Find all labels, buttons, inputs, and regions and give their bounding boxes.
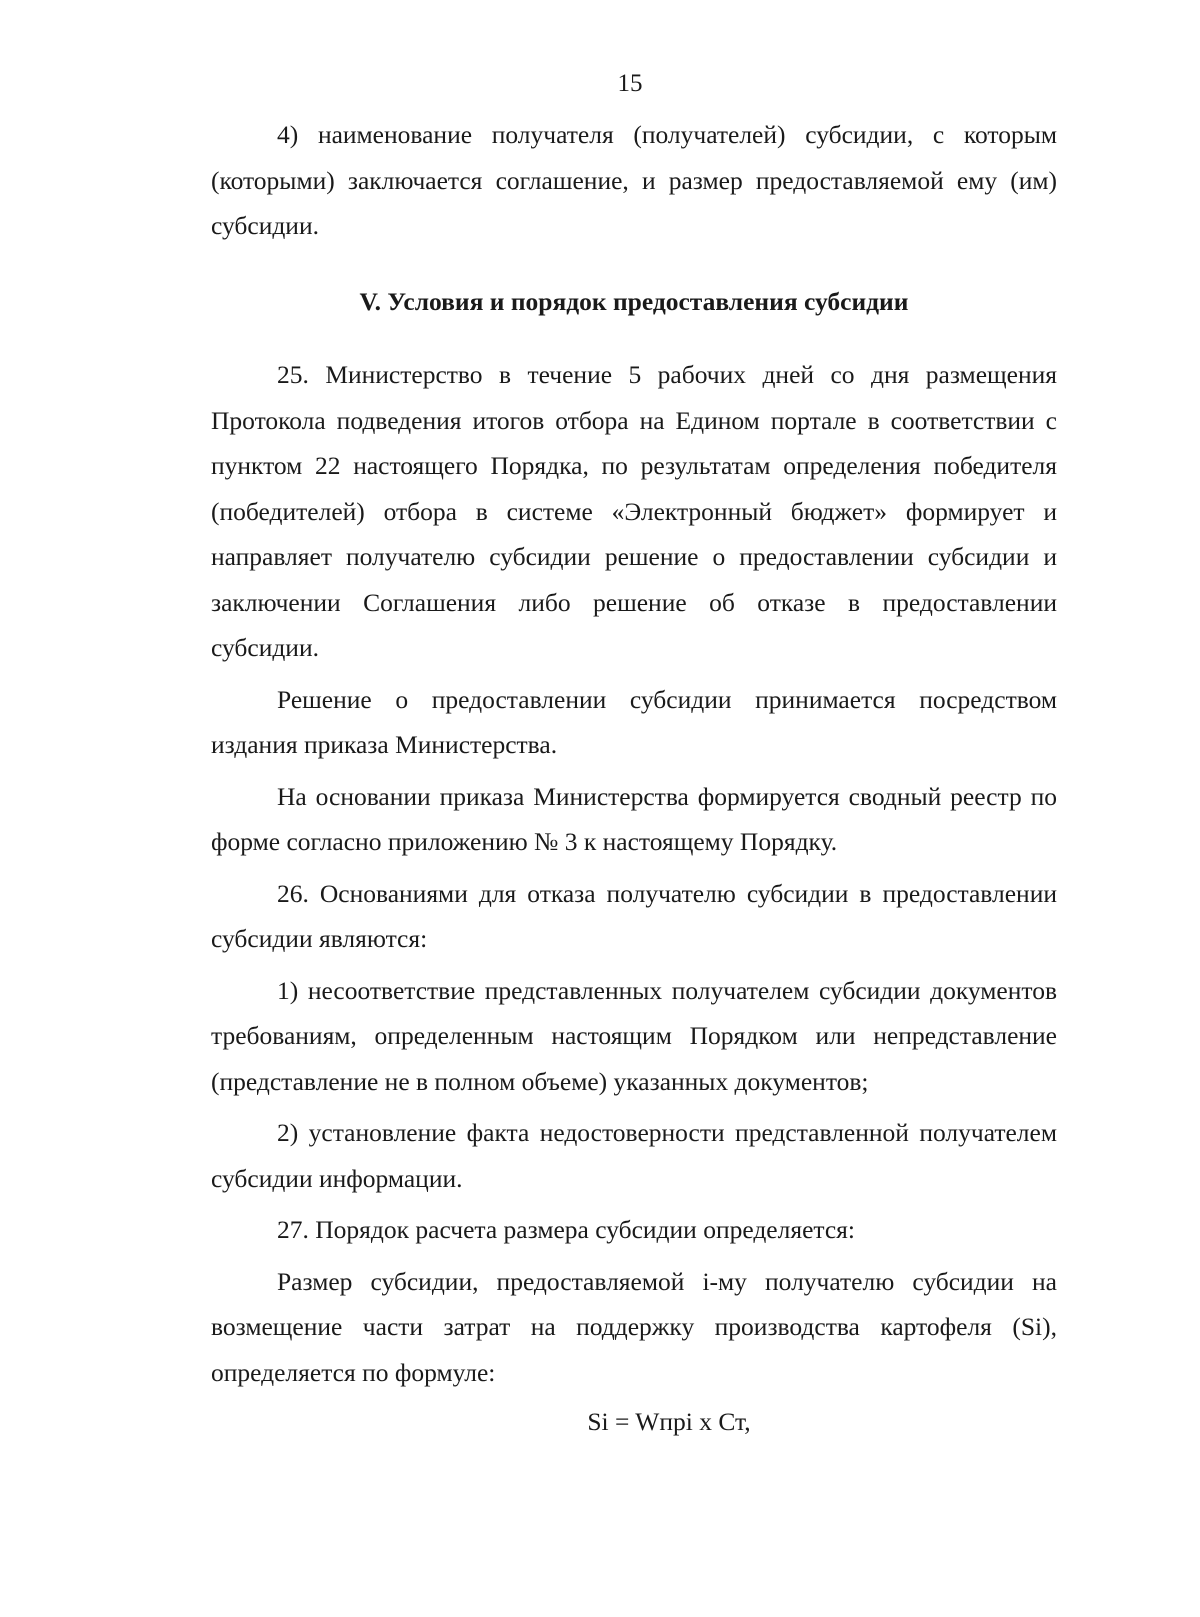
paragraph-27-text: Размер субсидии, предоставляемой i-му получателю субсидии на возмещение части затрат на поддержку производства картофеля (Si), определяется по формуле: [211, 1266, 1057, 1387]
section-heading: V. Условия и порядок предоставления субсидии [359, 286, 909, 316]
paragraph-26-item-1: 1) несоответствие представленных получателем субсидии документов требованиям, определенным настоящим Порядком или непредставление (представление не в полном объеме) указанных документов; [211, 975, 1057, 1096]
paragraph-26-item-2: 2) установление факта недостоверности представленной получателем субсидии информации. [211, 1118, 1057, 1193]
document-body [211, 112, 1057, 1445]
paragraph-25: 25. Министерство в течение 5 рабочих дней со дня размещения Протокола подведения итогов отбора на Едином портале в соответствии с пунктом 22 настоящего Порядка, по результатам определения победителя (победителей) отбора в системе «Электронный бюджет» формирует и направляет получателю субсидии решение о предоставлении субсидии и заключении Соглашения либо решение об отказе в предоставлении субсидии. [211, 360, 1057, 662]
subsidy-formula: Si = Wпрi x Ст, [587, 1407, 751, 1436]
paragraph-25-decision: Решение о предоставлении субсидии принимается посредством издания приказа Министерства. [211, 684, 1057, 759]
paragraph-27: 27. Порядок расчета размера субсидии определяется: [277, 1215, 855, 1244]
item-4-paragraph: 4) наименование получателя (получателей) субсидии, с которым (которыми) заключается соглашение, и размер предоставляемой ему (им) субсидии. [211, 120, 1057, 240]
paragraph-25-registry: На основании приказа Министерства формируется сводный реестр по форме согласно приложению № 3 к настоящему Порядку. [211, 781, 1057, 856]
page-number: 15 [617, 70, 643, 97]
paragraph-26: 26. Основаниями для отказа получателю субсидии в предоставлении субсидии являются: [211, 878, 1057, 953]
